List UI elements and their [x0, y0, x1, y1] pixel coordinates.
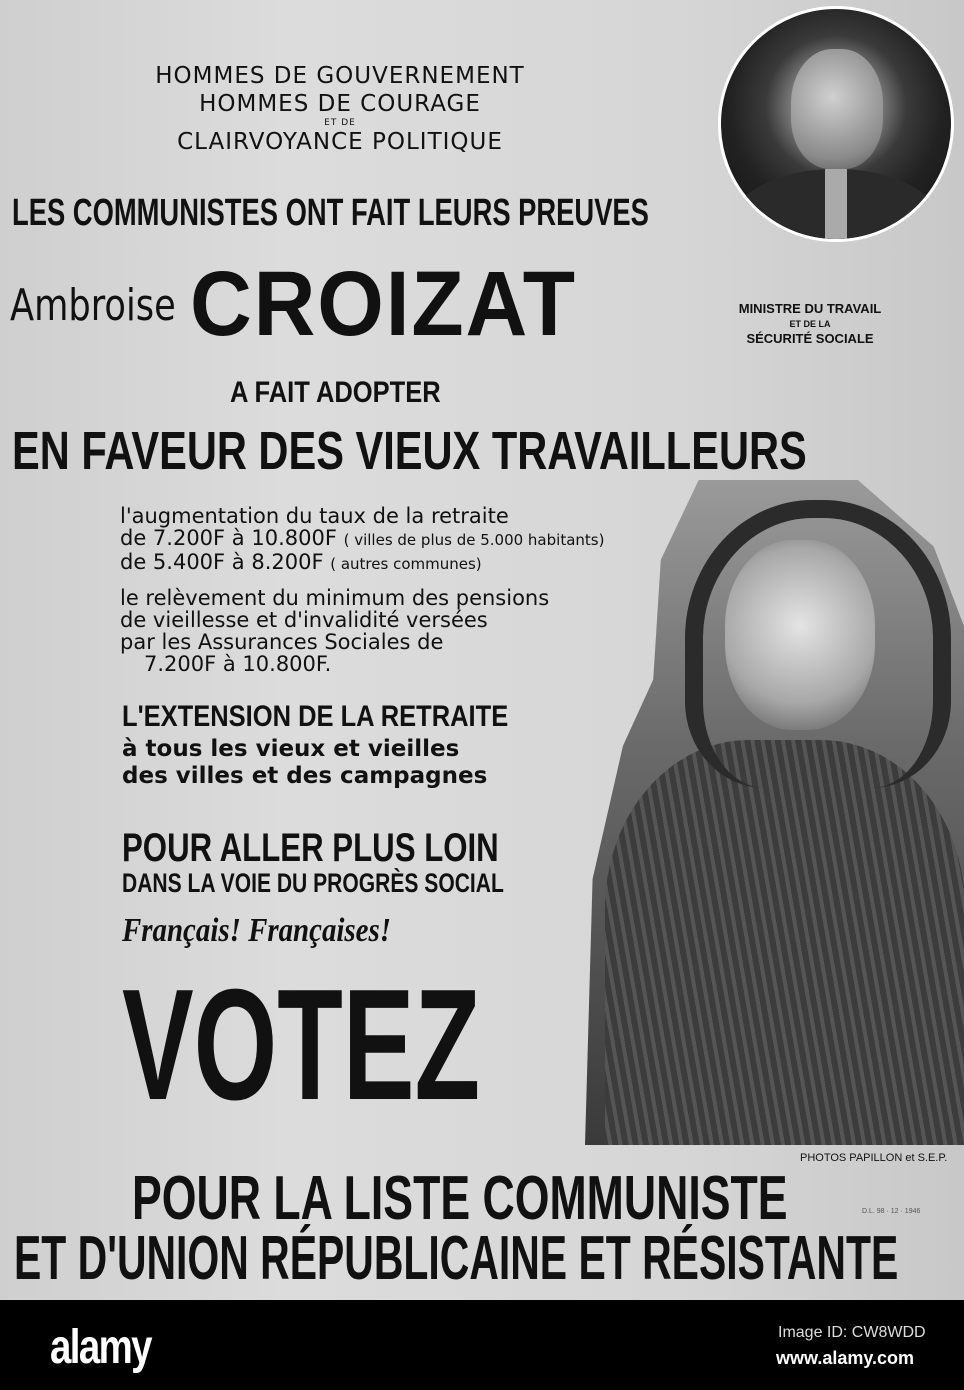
extension-lines	[122, 736, 487, 790]
watermark-footer	[0, 1300, 964, 1390]
extension-title: L'EXTENSION DE LA RETRAITE	[122, 700, 509, 733]
further-subtitle: DANS LA VOIE DU PROGRÈS SOCIAL	[122, 868, 504, 898]
measures-block	[120, 505, 604, 675]
caption-line: SÉCURITÉ SOCIALE	[746, 331, 874, 346]
elderly-woman-photo	[585, 480, 964, 1145]
header-line: HOMMES DE GOUVERNEMENT	[155, 63, 525, 89]
adopted-line: A FAIT ADOPTER	[230, 376, 441, 409]
caption-line: MINISTRE DU TRAVAIL	[738, 301, 882, 316]
exclamation: Français! Françaises!	[122, 912, 391, 949]
header-line: CLAIRVOYANCE POLITIQUE	[177, 129, 503, 155]
measure-line: de 7.200F à 10.800F	[120, 526, 337, 550]
portrait-caption	[735, 300, 885, 348]
extension-line: des villes et des campagnes	[122, 763, 488, 789]
image-id: Image ID: CW8WDD	[778, 1324, 926, 1341]
photo-credit: PHOTOS PAPILLON et S.E.P.	[800, 1152, 948, 1164]
proof-line: LES COMMUNISTES ONT FAIT LEURS PREUVES	[12, 192, 649, 234]
portrait-photo	[718, 6, 954, 242]
last-name: CROIZAT	[190, 253, 577, 355]
caption-line: ET DE LA	[789, 319, 831, 329]
further-title: POUR ALLER PLUS LOIN	[122, 826, 499, 870]
measure-line: 7.200F à 10.800F.	[144, 652, 332, 676]
first-name: Ambroise	[10, 280, 176, 331]
header-slogan	[90, 62, 590, 156]
extension-line: à tous les vieux et vieilles	[122, 736, 460, 762]
measure-note: ( villes de plus de 5.000 habitants)	[343, 531, 605, 549]
header-line: HOMMES DE COURAGE	[199, 91, 481, 117]
header-line-small: ET DE	[324, 118, 356, 128]
measure-note: ( autres communes)	[330, 555, 482, 573]
vote-heading: VOTEZ	[122, 957, 481, 1133]
alamy-logo: alamy	[50, 1321, 151, 1374]
measure-line: l'augmentation du taux de la retraite	[120, 504, 509, 528]
site-url: www.alamy.com	[776, 1348, 915, 1368]
measure-line: par les Assurances Sociales de	[120, 630, 444, 654]
measure-line: de vieillesse et d'invalidité versées	[120, 608, 488, 632]
print-mark: D.L. 98 · 12 · 1946	[862, 1208, 921, 1215]
bottom-line-1: POUR LA LISTE COMMUNISTE	[132, 1164, 788, 1233]
measure-line: de 5.400F à 8.200F	[120, 550, 324, 574]
measure-line: le relèvement du minimum des pensions	[120, 586, 550, 610]
bottom-line-2: ET D'UNION RÉPUBLICAINE ET RÉSISTANTE	[14, 1224, 899, 1293]
in-favor-line: EN FAVEUR DES VIEUX TRAVAILLEURS	[12, 421, 807, 481]
